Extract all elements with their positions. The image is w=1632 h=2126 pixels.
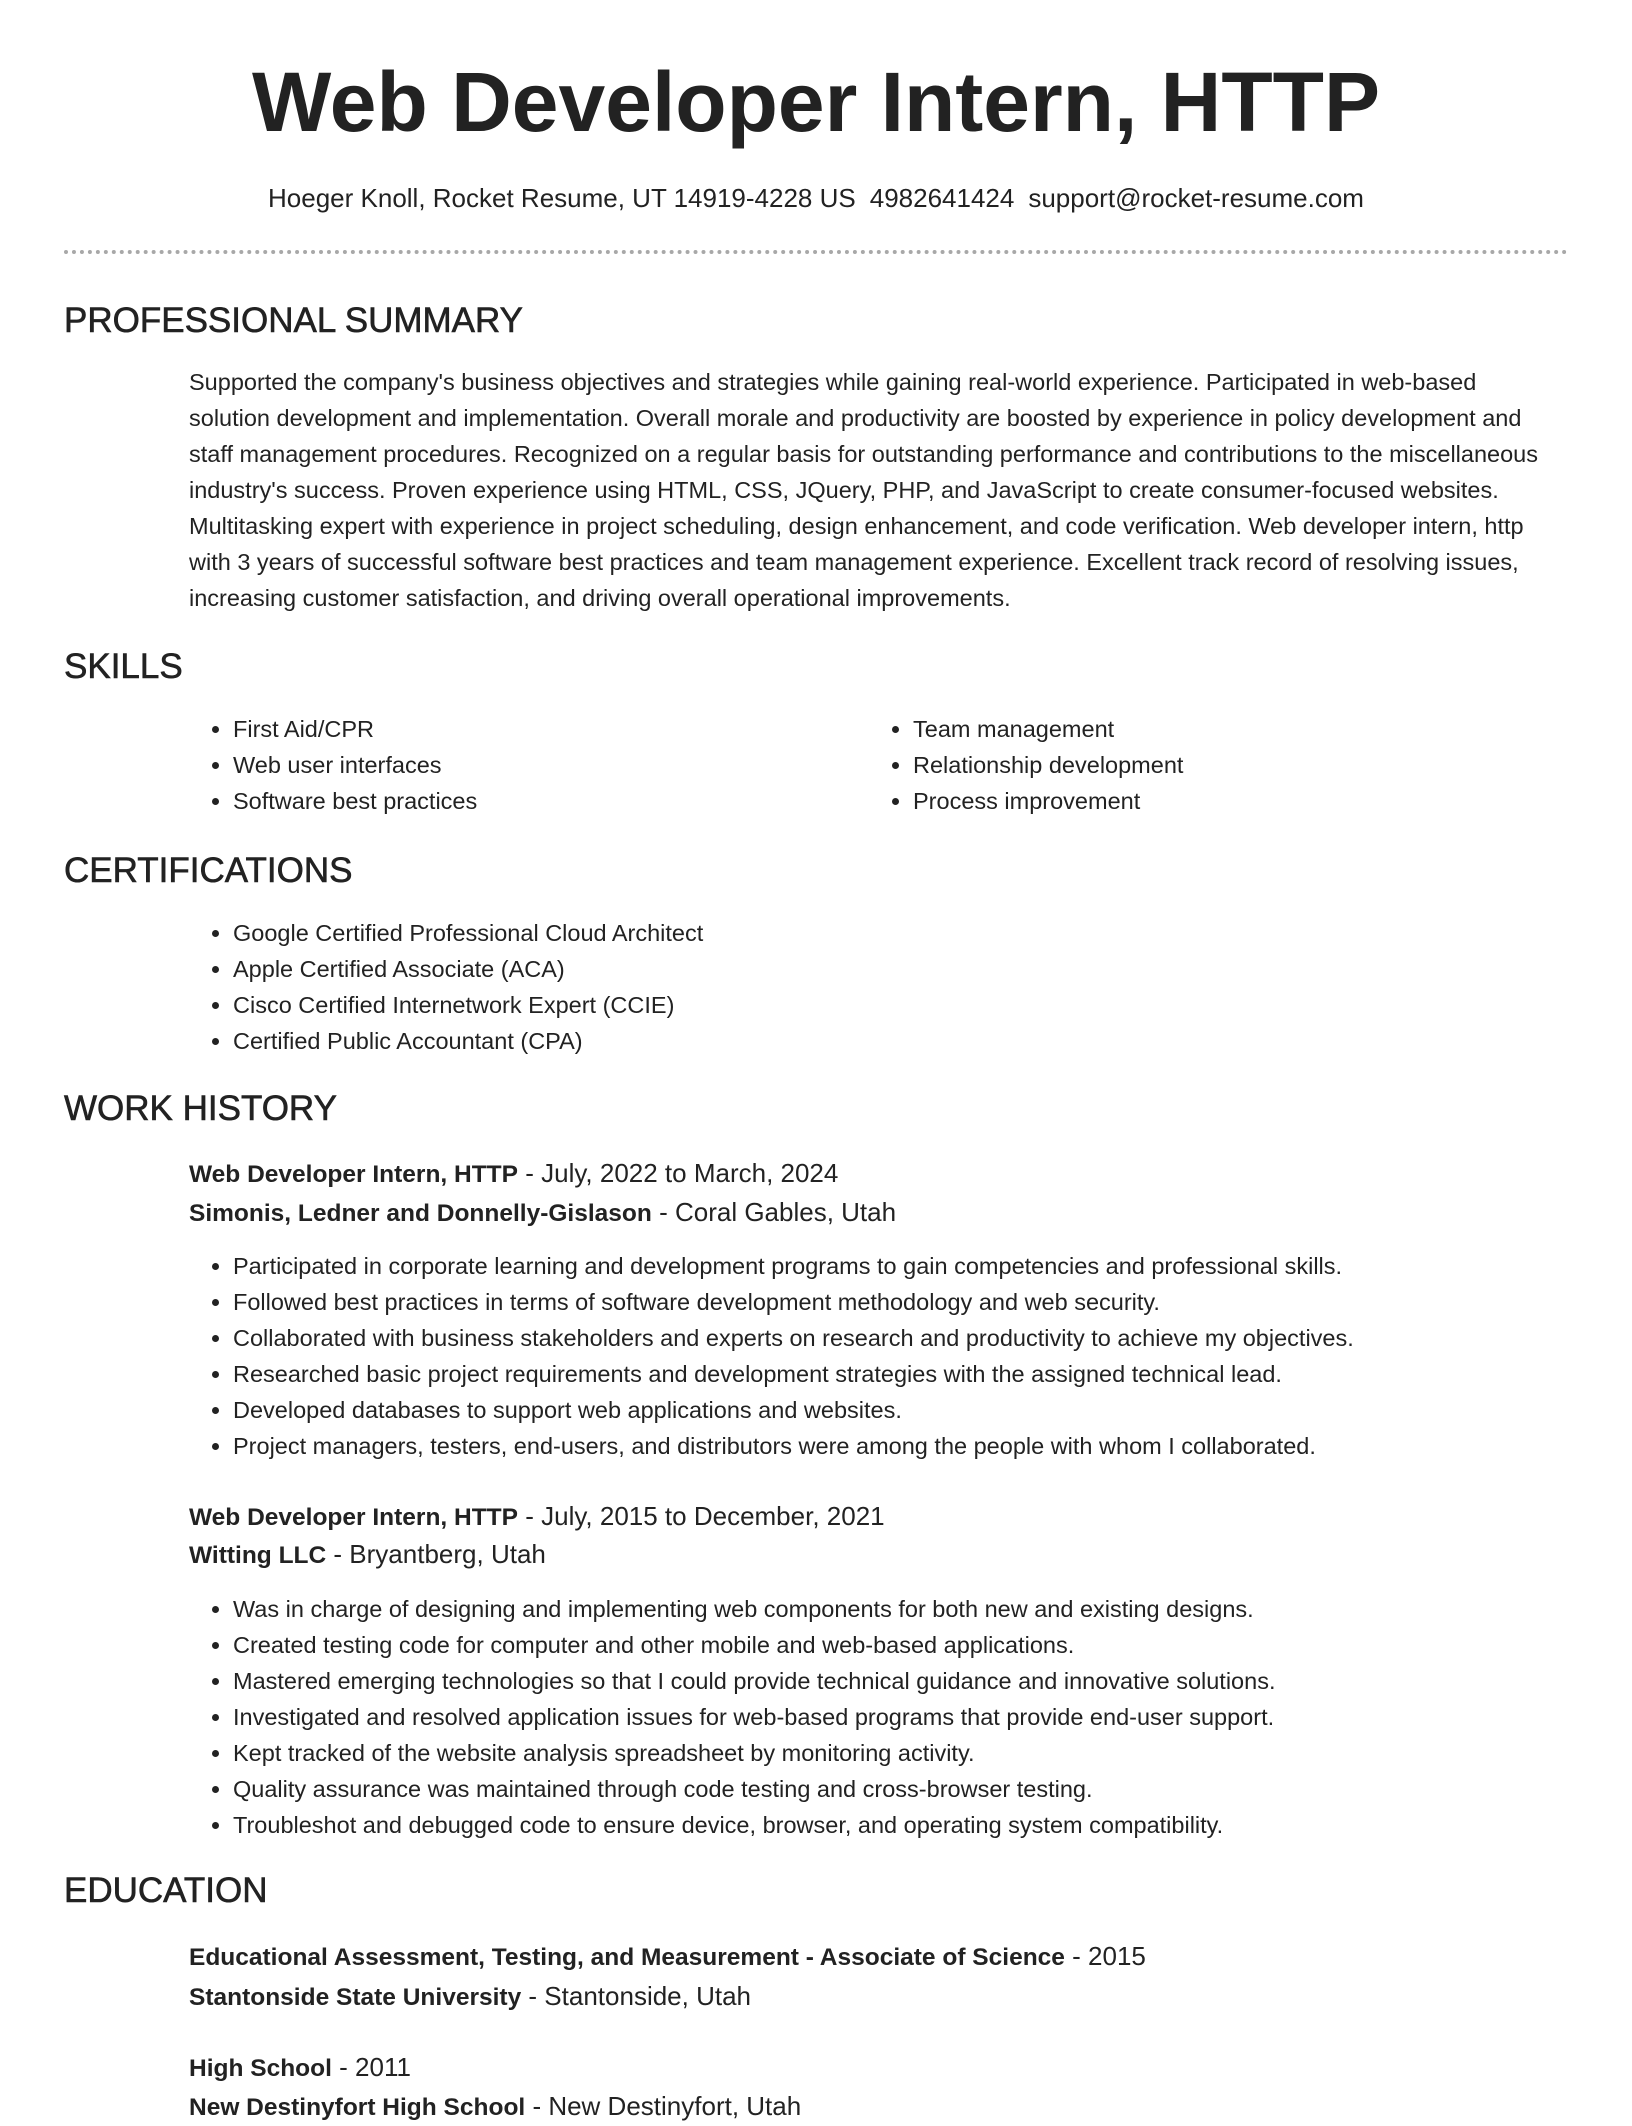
job-role: Web Developer Intern, HTTP [189, 1504, 518, 1531]
candidate-name: Web Developer Intern, HTTP [252, 55, 1380, 149]
education-location: - New Destinyfort, Utah [525, 2091, 802, 2121]
education-degree-line [189, 1938, 1146, 1976]
education-degree-line [189, 2049, 411, 2087]
certification-item: • Apple Certified Associate (ACA) [233, 951, 1603, 987]
education-year: - 2015 [1064, 1941, 1146, 1971]
skill-item: • Web user interfaces [233, 747, 853, 783]
education-heading: EDUCATION [64, 1871, 268, 1910]
summary-text: Supported the company's business objectives and strategies while gaining real-world experience. Participated in web-based solution development and implementation. Overall morale and productivity are boosted by experience in policy development and staff management procedures. Recognized on a regular basis for outstanding performance and contributions to the miscellaneous industry's success. Proven experience using HTML, CSS, JQuery, PHP, and JavaScript to create consumer-focused websites. Multitasking expert with experience in project scheduling, design enhancement, and code verification. Web developer intern, http with 3 years of successful software best practices and team management experience. Excellent track record of resolving issues, increasing customer satisfaction, and driving overall operational improvements. [189, 369, 1539, 611]
work-history-heading: WORK HISTORY [64, 1089, 337, 1128]
skill-item: • First Aid/CPR [233, 711, 853, 747]
certifications-list [189, 915, 1603, 1059]
summary-heading: PROFESSIONAL SUMMARY [64, 301, 523, 340]
education-degree: Educational Assessment, Testing, and Measurement - Associate of Science [189, 1944, 1065, 1971]
education-school: New Destinyfort High School [189, 2094, 526, 2121]
header-divider [64, 250, 1568, 254]
skill-item: • Team management [913, 711, 1533, 747]
job-company-line [189, 1536, 546, 1574]
job-location: - Coral Gables, Utah [651, 1197, 897, 1227]
skill-item: • Process improvement [913, 783, 1533, 819]
job-bullets [189, 1591, 1632, 1843]
skill-item: • Software best practices [233, 783, 853, 819]
certifications-heading: CERTIFICATIONS [64, 851, 353, 890]
skills-list-left [189, 711, 853, 819]
job-bullet: • Kept tracked of the website analysis spreadsheet by monitoring activity. [233, 1735, 1632, 1771]
job-bullet: • Troubleshot and debugged code to ensure device, browser, and operating system compatibility. [233, 1807, 1632, 1843]
job-bullet: • Project managers, testers, end-users, and distributors were among the people with whom I collaborated. [233, 1428, 1632, 1464]
skills-heading: SKILLS [64, 647, 183, 686]
education-school-line [189, 2088, 801, 2126]
job-bullet: • Was in charge of designing and implementing web components for both new and existing designs. [233, 1591, 1632, 1627]
job-bullet: • Followed best practices in terms of software development methodology and web security. [233, 1284, 1632, 1320]
skill-item: • Relationship development [913, 747, 1533, 783]
job-bullet: • Mastered emerging technologies so that I could provide technical guidance and innovative solutions. [233, 1663, 1632, 1699]
job-company-line [189, 1194, 896, 1232]
job-company: Witting LLC [189, 1542, 327, 1569]
job-role: Web Developer Intern, HTTP [189, 1161, 518, 1188]
certification-item: • Certified Public Accountant (CPA) [233, 1023, 1603, 1059]
education-degree: High School [189, 2055, 332, 2082]
education-school: Stantonside State University [189, 1984, 522, 2011]
job-location: - Bryantberg, Utah [326, 1539, 546, 1569]
email: support@rocket-resume.com [1028, 183, 1364, 213]
education-year: - 2011 [331, 2052, 411, 2082]
certification-item: • Google Certified Professional Cloud Architect [233, 915, 1603, 951]
job-bullet: • Researched basic project requirements and development strategies with the assigned technical lead. [233, 1356, 1632, 1392]
skills-list-right [869, 711, 1533, 819]
job-bullet: • Investigated and resolved application issues for web-based programs that provide end-user support. [233, 1699, 1632, 1735]
education-location: - Stantonside, Utah [521, 1981, 752, 2011]
job-bullets [189, 1248, 1632, 1464]
certification-item: • Cisco Certified Internetwork Expert (CCIE) [233, 987, 1603, 1023]
job-bullet: • Participated in corporate learning and development programs to gain competencies and professional skills. [233, 1248, 1632, 1284]
job-company: Simonis, Ledner and Donnelly-Gislason [189, 1200, 652, 1227]
phone: 4982641424 [869, 183, 1015, 213]
job-title-line [189, 1155, 838, 1193]
job-dates: - July, 2022 to March, 2024 [518, 1158, 839, 1188]
job-bullet: • Collaborated with business stakeholders and experts on research and productivity to achieve my objectives. [233, 1320, 1632, 1356]
contact-line [0, 181, 1632, 215]
job-bullet: • Created testing code for computer and other mobile and web-based applications. [233, 1627, 1632, 1663]
job-title-line [189, 1498, 885, 1536]
job-dates: - July, 2015 to December, 2021 [518, 1501, 885, 1531]
education-school-line [189, 1978, 751, 2016]
address: Hoeger Knoll, Rocket Resume, UT 14919-4228 US [268, 183, 856, 213]
job-bullet: • Quality assurance was maintained through code testing and cross-browser testing. [233, 1771, 1632, 1807]
job-bullet: • Developed databases to support web applications and websites. [233, 1392, 1632, 1428]
